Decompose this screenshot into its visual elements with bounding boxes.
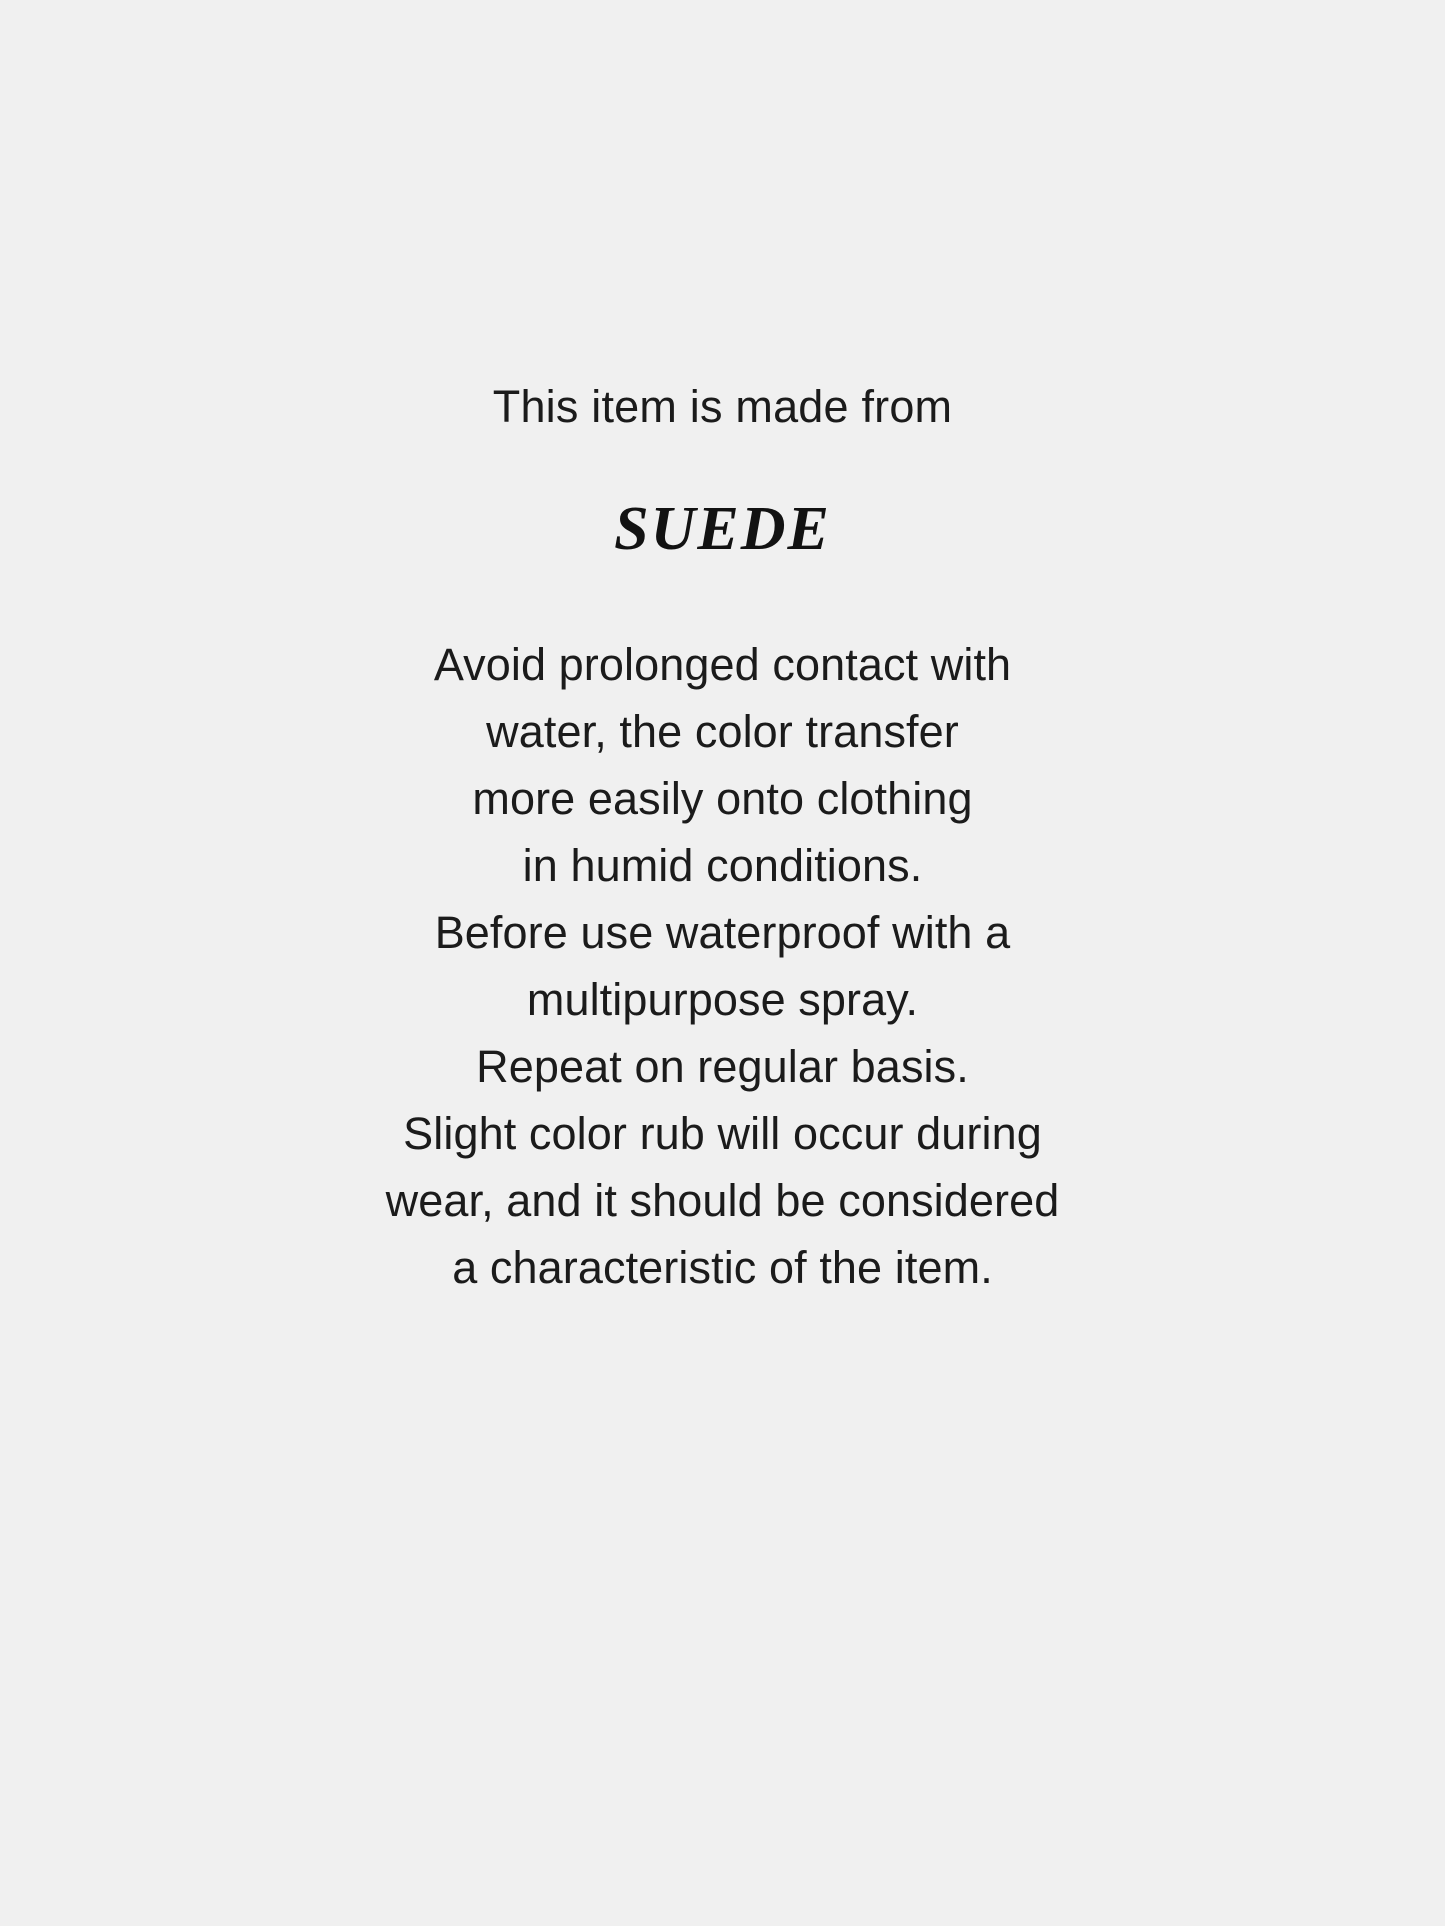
- care-line: a characteristic of the item.: [452, 1241, 993, 1293]
- intro-text: This item is made from: [492, 381, 953, 432]
- care-line: wear, and it should be considered: [385, 1174, 1060, 1226]
- care-instructions: [223, 631, 1223, 1301]
- care-line: Slight color rub will occur during: [403, 1107, 1042, 1159]
- care-line: water, the color transfer: [486, 705, 959, 757]
- care-line: Before use waterproof with a: [434, 906, 1011, 958]
- care-line: in humid conditions.: [522, 839, 923, 891]
- care-line: more easily onto clothing: [472, 772, 973, 824]
- material-name: SUEDE: [614, 494, 831, 563]
- care-line: Repeat on regular basis.: [476, 1040, 969, 1092]
- care-line: multipurpose spray.: [526, 973, 919, 1025]
- care-line: Avoid prolonged contact with: [433, 638, 1012, 690]
